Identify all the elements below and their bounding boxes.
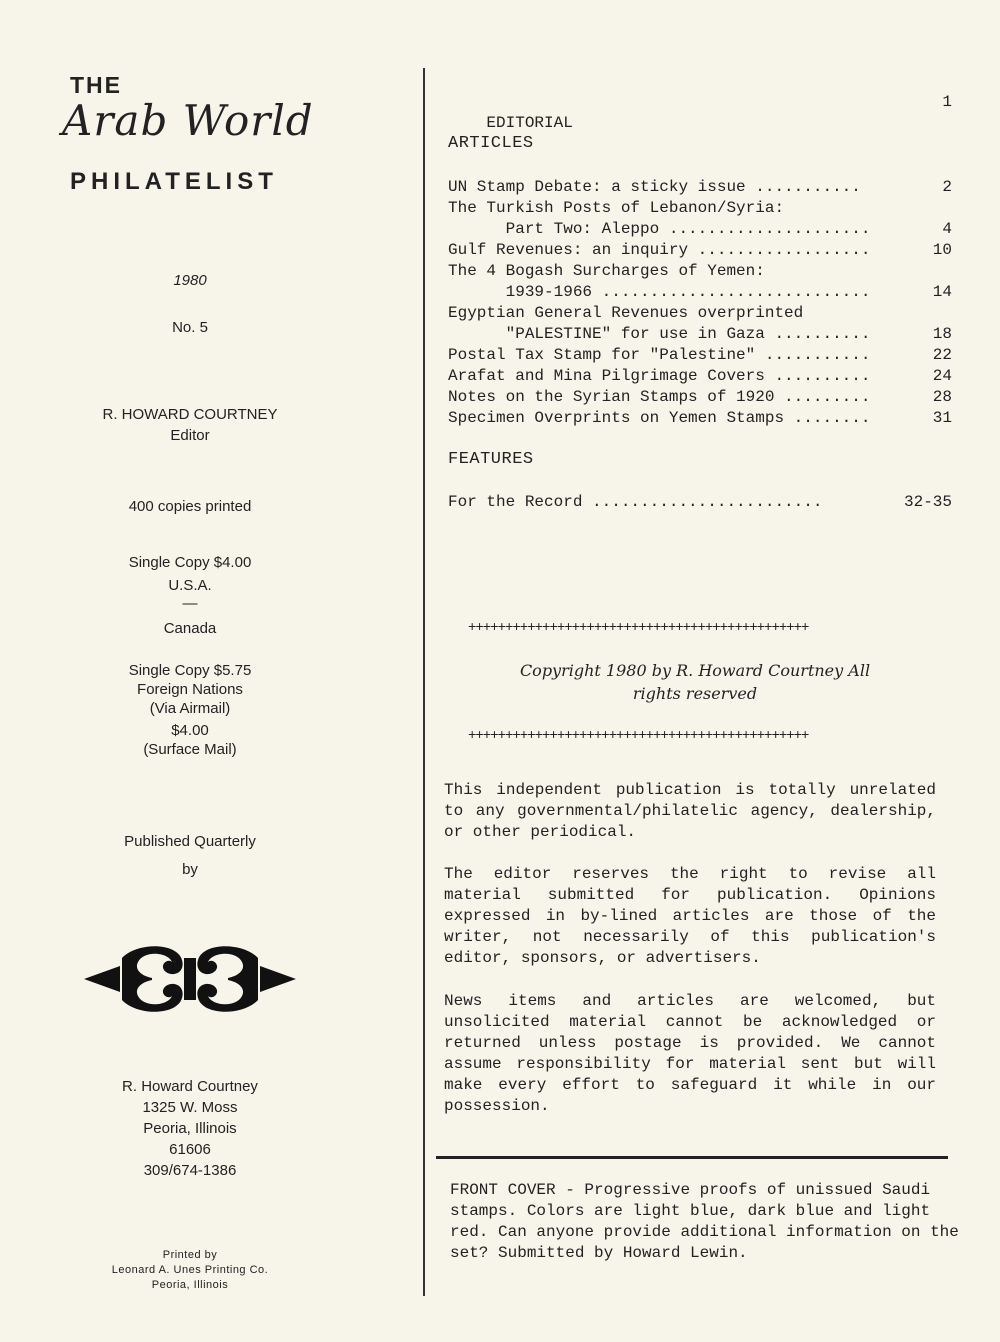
submissions-paragraph: News items and articles are welcomed, but unsolicited material cannot be acknowledged or returned unless postage is provided. We cannot assume responsibility for material sent but will make every effort to safeguard it while in our possession.	[444, 992, 936, 1115]
front-cover-note: FRONT COVER - Progressive proofs of unissued Saudi stamps. Colors are light blue, dark blue and light red. Can anyone provide additional information on the set? Submitted by Howard Lewin.	[450, 1181, 959, 1262]
toc-row	[448, 198, 952, 219]
price-dash: —	[182, 595, 198, 612]
printer-line1: Printed by	[162, 1249, 218, 1261]
published-by: by	[182, 861, 198, 878]
price-us-line2: U.S.A.	[168, 577, 212, 594]
toc-row	[448, 345, 952, 366]
toc-page: 28	[932, 388, 952, 406]
toc-line: Gulf Revenues: an inquiry ..................	[448, 241, 871, 259]
toc-line: 1939-1966 ............................	[448, 283, 871, 301]
toc-row	[448, 240, 952, 261]
toc-page: 2	[942, 178, 952, 196]
toc-row	[448, 219, 952, 240]
masthead-arab-world: Arab World	[62, 96, 314, 145]
editor-role: Editor	[170, 427, 210, 444]
copyright-line2: rights reserved	[632, 684, 758, 703]
toc-row	[448, 282, 952, 303]
toc-line: Postal Tax Stamp for "Palestine" ...........	[448, 346, 871, 364]
issue-number: No. 5	[172, 319, 208, 336]
toc-line: UN Stamp Debate: a sticky issue ...........	[448, 178, 861, 196]
copyright-line1: Copyright 1980 by R. Howard Courtney All	[519, 661, 871, 680]
toc-row	[448, 324, 952, 345]
price-foreign-line5: (Surface Mail)	[143, 741, 237, 758]
toc-line: "PALESTINE" for use in Gaza ..........	[448, 325, 871, 343]
toc-line: Arafat and Mina Pilgrimage Covers ..........	[448, 367, 871, 385]
price-us-line1: Single Copy $4.00	[128, 554, 252, 571]
address-phone: 309/674-1386	[143, 1162, 237, 1179]
decorative-ornament-icon	[82, 938, 298, 1020]
price-foreign-line4: $4.00	[171, 722, 209, 739]
published-quarterly: Published Quarterly	[124, 833, 256, 850]
address-street: 1325 W. Moss	[142, 1099, 238, 1116]
toc-line: Specimen Overprints on Yemen Stamps ........	[448, 409, 871, 427]
price-foreign-line2: Foreign Nations	[137, 681, 243, 698]
toc-page: 31	[932, 409, 952, 427]
toc-page: 32-35	[903, 493, 952, 511]
canada-label: Canada	[163, 620, 217, 637]
toc-page: 22	[932, 346, 952, 364]
toc-page: 18	[932, 325, 952, 343]
address-name: R. Howard Courtney	[122, 1078, 258, 1095]
printer-line3: Peoria, Illinois	[151, 1279, 229, 1291]
toc-row	[448, 408, 952, 429]
toc-page: 24	[932, 367, 952, 385]
toc-page: 4	[942, 220, 952, 238]
features-heading: FEATURES	[448, 450, 534, 469]
toc-line: Notes on the Syrian Stamps of 1920 .........	[448, 388, 871, 406]
price-foreign-line1: Single Copy $5.75	[128, 662, 252, 679]
address-city: Peoria, Illinois	[143, 1120, 237, 1137]
left-column	[0, 0, 400, 1342]
toc-page: 14	[932, 283, 952, 301]
toc-line: Egyptian General Revenues overprinted	[448, 304, 804, 322]
editor-name: R. HOWARD COURTNEY	[102, 406, 278, 423]
toc-row	[448, 387, 952, 408]
toc-line: For the Record ........................	[448, 493, 823, 511]
horizontal-rule	[436, 1156, 948, 1159]
right-column	[430, 0, 1000, 1342]
editorial-label: EDITORIAL	[486, 114, 573, 132]
toc-row	[448, 366, 952, 387]
toc-line: The 4 Bogash Surcharges of Yemen:	[448, 262, 765, 280]
address-zip: 61606	[169, 1141, 211, 1158]
toc-page: 10	[932, 241, 952, 259]
copies-printed: 400 copies printed	[128, 498, 252, 515]
masthead-the: THE	[70, 72, 122, 98]
toc-line: Part Two: Aleppo .....................	[448, 220, 871, 238]
articles-heading: ARTICLES	[448, 134, 534, 153]
column-divider	[423, 68, 425, 1296]
toc-row	[448, 177, 952, 198]
toc-row	[448, 492, 952, 513]
masthead-philatelist: PHILATELIST	[70, 168, 278, 195]
editor-rights-paragraph: The editor reserves the right to revise all material submitted for publication. Opinions expressed in by-lined articles are those of the writer, not necessarily of this publication's editor, sponsors, or advertisers.	[444, 865, 936, 967]
independence-paragraph: This independent publication is totally unrelated to any governmental/philatelic agency, dealership, or other periodical.	[444, 781, 936, 841]
plus-rule-bottom: ++++++++++++++++++++++++++++++++++++++++++++++	[468, 728, 809, 744]
price-foreign-line3: (Via Airmail)	[149, 700, 231, 717]
year: 1980	[173, 272, 207, 289]
plus-rule-top: ++++++++++++++++++++++++++++++++++++++++++++++	[468, 620, 809, 636]
toc-row	[448, 261, 952, 282]
editorial-page: 1	[942, 93, 952, 111]
toc-row	[448, 303, 952, 324]
printer-line2: Leonard A. Unes Printing Co.	[111, 1264, 269, 1276]
toc-line: The Turkish Posts of Lebanon/Syria:	[448, 199, 785, 217]
